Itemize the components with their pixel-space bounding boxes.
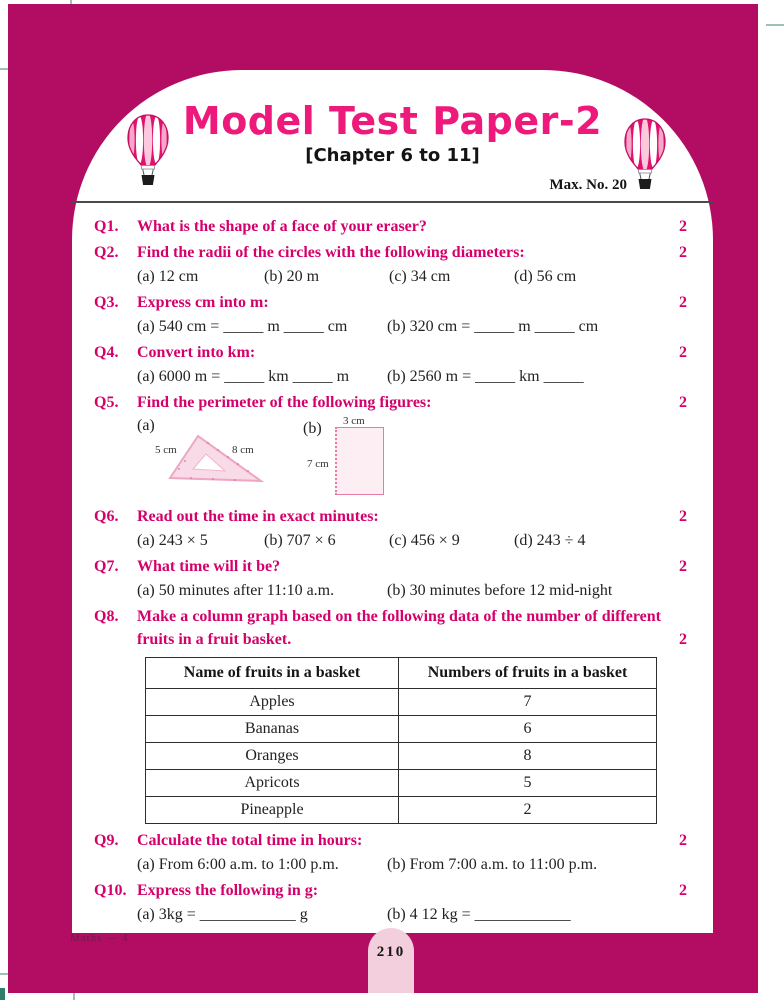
option: (a) 50 minutes after 11:10 a.m. [137, 582, 335, 599]
crop-mark [0, 988, 5, 1000]
question-row-q9 [94, 829, 687, 852]
question-text: Find the radii of the circles with the following diameters: [137, 244, 525, 261]
option: (c) 34 cm [389, 268, 451, 285]
triangle-side-label: 8 cm [232, 444, 254, 456]
question-number: Q10. [94, 882, 127, 899]
question-row-q8 [94, 605, 687, 651]
fruit-count-cell: 6 [399, 716, 657, 743]
question-row-q10 [94, 879, 687, 902]
fruit-count-cell: 5 [399, 770, 657, 797]
question-marks: 2 [679, 508, 687, 525]
table-row [146, 689, 657, 716]
question-text: Express the following in g: [137, 882, 319, 899]
rectangle-width-label: 3 cm [343, 415, 365, 427]
question-text: Make a column graph based on the following data of the number of different fruits in a fruit basket. [137, 608, 661, 648]
figure-b-label: (b) [303, 420, 322, 437]
fruit-name-cell: Apricots [146, 770, 399, 797]
option: (d) 56 cm [514, 268, 577, 285]
page-number-tab [368, 928, 414, 993]
hot-air-balloon-icon [125, 114, 171, 190]
question-marks: 2 [679, 244, 687, 261]
question-number: Q7. [94, 558, 119, 575]
option: (a) 3kg = ____________ g [137, 906, 308, 923]
question-number: Q1. [94, 218, 119, 235]
option: (b) 30 minutes before 12 mid-night [387, 582, 613, 599]
question-row-q1 [94, 215, 687, 238]
question-marks: 2 [679, 882, 687, 899]
question-row-q6 [94, 505, 687, 528]
table-header-row [146, 658, 657, 689]
question-options [137, 265, 687, 288]
page-number: 210 [376, 944, 406, 960]
question-row-q3 [94, 291, 687, 314]
question-options [137, 903, 687, 926]
rectangle-height-label: 7 cm [307, 458, 329, 470]
fruit-name-cell: Oranges [146, 743, 399, 770]
table-header-cell: Numbers of fruits in a basket [399, 658, 657, 689]
fruit-name-cell: Bananas [146, 716, 399, 743]
question-marks: 2 [679, 832, 687, 849]
table-row [146, 797, 657, 824]
question-text: Express cm into m: [137, 294, 269, 311]
perimeter-figures [137, 414, 687, 502]
crop-mark [766, 24, 784, 26]
set-square-triangle-figure [163, 431, 271, 487]
option: (b) From 7:00 a.m. to 11:00 p.m. [387, 856, 598, 873]
question-options [137, 853, 687, 876]
question-marks: 2 [679, 558, 687, 575]
max-marks-label: Max. No. 20 [549, 177, 627, 193]
question-marks: 2 [679, 218, 687, 235]
question-number: Q6. [94, 508, 119, 525]
question-options [137, 529, 687, 552]
option: (c) 456 × 9 [389, 532, 460, 549]
option: (a) 540 cm = _____ m _____ cm [137, 318, 348, 335]
option: (a) From 6:00 a.m. to 1:00 p.m. [137, 856, 339, 873]
chapter-range: [Chapter 6 to 11] [305, 145, 480, 166]
question-text: What is the shape of a face of your eraser? [137, 218, 427, 235]
option: (a) 12 cm [137, 268, 199, 285]
figure-a-label: (a) [137, 417, 155, 434]
question-text: Find the perimeter of the following figures: [137, 394, 432, 411]
question-number: Q5. [94, 394, 119, 411]
table-row [146, 716, 657, 743]
question-text: Convert into km: [137, 344, 256, 361]
rectangle-figure [335, 427, 384, 495]
question-row-q2 [94, 241, 687, 264]
question-marks: 2 [679, 294, 687, 311]
fruit-count-cell: 7 [399, 689, 657, 716]
fruit-name-cell: Apples [146, 689, 399, 716]
option: (b) 20 m [264, 268, 320, 285]
question-row-q5 [94, 391, 687, 414]
print-signature-note: Maths — 4 [70, 932, 129, 944]
question-text: Read out the time in exact minutes: [137, 508, 379, 525]
question-marks: 2 [679, 344, 687, 361]
question-number: Q2. [94, 244, 119, 261]
table-row [146, 743, 657, 770]
page-title: Model Test Paper-2 [182, 99, 603, 143]
table-header-cell: Name of fruits in a basket [146, 658, 399, 689]
fruit-count-cell: 8 [399, 743, 657, 770]
option: (a) 243 × 5 [137, 532, 208, 549]
fruit-data-table [145, 657, 657, 824]
question-text: What time will it be? [137, 558, 281, 575]
question-row-q4 [94, 341, 687, 364]
question-marks: 2 [679, 394, 687, 411]
question-number: Q3. [94, 294, 119, 311]
paper-header [72, 70, 713, 203]
triangle-side-label: 5 cm [155, 444, 177, 456]
table-row [146, 770, 657, 797]
option: (b) 320 cm = _____ m _____ cm [387, 318, 599, 335]
hot-air-balloon-icon [622, 118, 668, 194]
option: (b) 707 × 6 [264, 532, 336, 549]
magenta-page-background [8, 4, 758, 993]
question-number: Q9. [94, 832, 119, 849]
fruit-count-cell: 2 [399, 797, 657, 824]
question-row-q7 [94, 555, 687, 578]
question-number: Q4. [94, 344, 119, 361]
question-marks: 2 [679, 631, 687, 648]
option: (b) 2560 m = _____ km _____ [387, 368, 584, 385]
option: (d) 243 ÷ 4 [514, 532, 586, 549]
question-options [137, 315, 687, 338]
option: (a) 6000 m = _____ km _____ m [137, 368, 350, 385]
fruit-name-cell: Pineapple [146, 797, 399, 824]
content-card [72, 70, 713, 933]
question-list [72, 203, 713, 926]
question-options [137, 579, 687, 602]
question-text: Calculate the total time in hours: [137, 832, 363, 849]
option: (b) 4 12 kg = ____________ [387, 906, 571, 923]
question-options [137, 365, 687, 388]
question-number: Q8. [94, 608, 119, 625]
